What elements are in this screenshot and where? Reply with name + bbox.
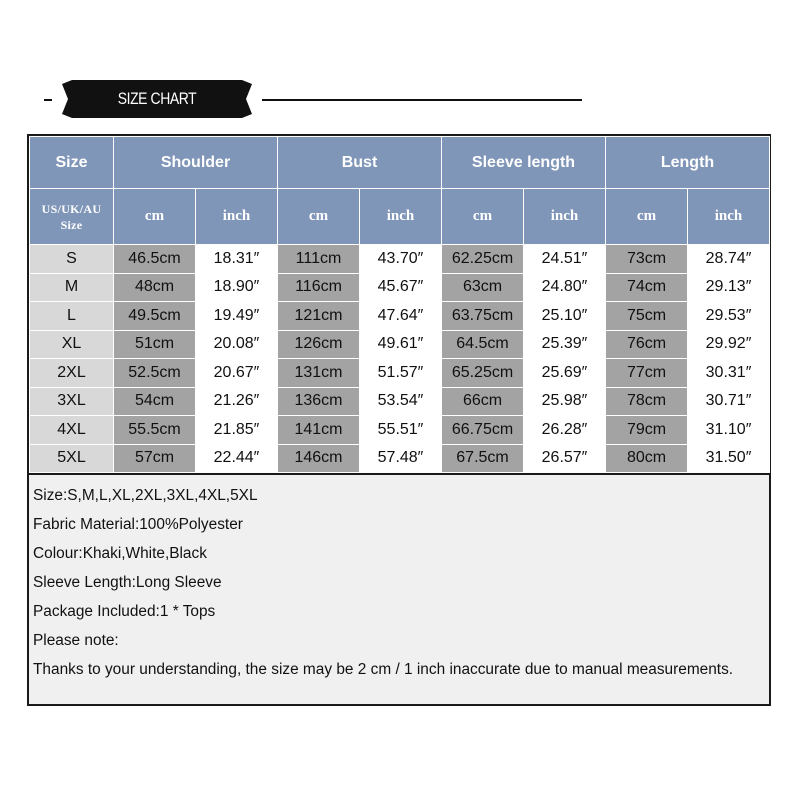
measurement-cell: 121cm bbox=[278, 302, 360, 331]
measurement-cell: 131cm bbox=[278, 359, 360, 388]
table-row bbox=[30, 416, 770, 445]
note-line: Thanks to your understanding, the size may be 2 cm / 1 inch inaccurate due to manual measurements. bbox=[33, 661, 734, 678]
measurement-cell: 30.31″ bbox=[688, 359, 770, 388]
size-label-cell: S bbox=[30, 245, 114, 274]
measurement-cell: 19.49″ bbox=[196, 302, 278, 331]
unit-cell: inch bbox=[688, 189, 770, 245]
unit-cell: inch bbox=[196, 189, 278, 245]
size-label-cell: XL bbox=[30, 330, 114, 359]
header-sleeve-length: Sleeve length bbox=[442, 137, 606, 189]
subheader-region: US/UK/AU bbox=[41, 201, 102, 216]
title-area bbox=[0, 0, 800, 130]
measurement-cell: 136cm bbox=[278, 387, 360, 416]
title-banner bbox=[62, 80, 252, 118]
measurement-cell: 51.57″ bbox=[360, 359, 442, 388]
measurement-cell: 29.13″ bbox=[688, 273, 770, 302]
unit-cell: cm bbox=[442, 189, 524, 245]
measurement-cell: 24.80″ bbox=[524, 273, 606, 302]
measurement-cell: 63.75cm bbox=[442, 302, 524, 331]
measurement-cell: 47.64″ bbox=[360, 302, 442, 331]
measurement-cell: 26.28″ bbox=[524, 416, 606, 445]
unit-cell: inch bbox=[524, 189, 606, 245]
size-label-cell: 2XL bbox=[30, 359, 114, 388]
table-row bbox=[30, 359, 770, 388]
unit-cell: cm bbox=[278, 189, 360, 245]
measurement-cell: 30.71″ bbox=[688, 387, 770, 416]
measurement-cell: 116cm bbox=[278, 273, 360, 302]
header-length: Length bbox=[606, 137, 770, 189]
table-row bbox=[30, 273, 770, 302]
table-row bbox=[30, 302, 770, 331]
size-label-cell: M bbox=[30, 273, 114, 302]
product-notes bbox=[29, 473, 769, 704]
note-line: Sleeve Length:Long Sleeve bbox=[33, 574, 222, 591]
measurement-cell: 66.75cm bbox=[442, 416, 524, 445]
measurement-cell: 18.90″ bbox=[196, 273, 278, 302]
page-title: SIZE CHART bbox=[117, 89, 197, 108]
note-line: Fabric Material:100%Polyester bbox=[33, 516, 243, 533]
measurement-cell: 73cm bbox=[606, 245, 688, 274]
subheader-size: Size bbox=[60, 217, 83, 232]
measurement-cell: 20.67″ bbox=[196, 359, 278, 388]
note-line: Package Included:1 * Tops bbox=[33, 603, 216, 620]
title-dash bbox=[44, 99, 52, 101]
measurement-cell: 28.74″ bbox=[688, 245, 770, 274]
size-table bbox=[29, 136, 770, 473]
measurement-cell: 22.44″ bbox=[196, 444, 278, 473]
measurement-cell: 65.25cm bbox=[442, 359, 524, 388]
measurement-cell: 49.5cm bbox=[114, 302, 196, 331]
unit-cell: cm bbox=[114, 189, 196, 245]
measurement-cell: 141cm bbox=[278, 416, 360, 445]
measurement-cell: 26.57″ bbox=[524, 444, 606, 473]
measurement-cell: 52.5cm bbox=[114, 359, 196, 388]
measurement-cell: 54cm bbox=[114, 387, 196, 416]
header-row bbox=[30, 137, 770, 189]
measurement-cell: 63cm bbox=[442, 273, 524, 302]
measurement-cell: 31.50″ bbox=[688, 444, 770, 473]
header-size: Size bbox=[30, 137, 114, 189]
measurement-cell: 66cm bbox=[442, 387, 524, 416]
table-row bbox=[30, 387, 770, 416]
measurement-cell: 18.31″ bbox=[196, 245, 278, 274]
measurement-cell: 79cm bbox=[606, 416, 688, 445]
note-line: Colour:Khaki,White,Black bbox=[33, 545, 207, 562]
measurement-cell: 64.5cm bbox=[442, 330, 524, 359]
title-rule bbox=[262, 99, 582, 101]
table-body bbox=[30, 245, 770, 473]
measurement-cell: 49.61″ bbox=[360, 330, 442, 359]
measurement-cell: 126cm bbox=[278, 330, 360, 359]
note-line: Please note: bbox=[33, 632, 119, 649]
subheader-size-label bbox=[30, 189, 114, 245]
size-chart bbox=[27, 134, 771, 706]
measurement-cell: 80cm bbox=[606, 444, 688, 473]
size-label-cell: 3XL bbox=[30, 387, 114, 416]
measurement-cell: 31.10″ bbox=[688, 416, 770, 445]
measurement-cell: 29.53″ bbox=[688, 302, 770, 331]
measurement-cell: 57.48″ bbox=[360, 444, 442, 473]
size-label-cell: 4XL bbox=[30, 416, 114, 445]
unit-cell: cm bbox=[606, 189, 688, 245]
measurement-cell: 29.92″ bbox=[688, 330, 770, 359]
header-bust: Bust bbox=[278, 137, 442, 189]
measurement-cell: 53.54″ bbox=[360, 387, 442, 416]
measurement-cell: 25.39″ bbox=[524, 330, 606, 359]
measurement-cell: 51cm bbox=[114, 330, 196, 359]
header-shoulder: Shoulder bbox=[114, 137, 278, 189]
measurement-cell: 20.08″ bbox=[196, 330, 278, 359]
measurement-cell: 25.10″ bbox=[524, 302, 606, 331]
measurement-cell: 77cm bbox=[606, 359, 688, 388]
measurement-cell: 111cm bbox=[278, 245, 360, 274]
measurement-cell: 62.25cm bbox=[442, 245, 524, 274]
measurement-cell: 55.51″ bbox=[360, 416, 442, 445]
measurement-cell: 55.5cm bbox=[114, 416, 196, 445]
measurement-cell: 24.51″ bbox=[524, 245, 606, 274]
note-line: Size:S,M,L,XL,2XL,3XL,4XL,5XL bbox=[33, 487, 258, 504]
subheader-row bbox=[30, 189, 770, 245]
measurement-cell: 67.5cm bbox=[442, 444, 524, 473]
measurement-cell: 57cm bbox=[114, 444, 196, 473]
size-label-cell: L bbox=[30, 302, 114, 331]
measurement-cell: 43.70″ bbox=[360, 245, 442, 274]
unit-cell: inch bbox=[360, 189, 442, 245]
measurement-cell: 21.85″ bbox=[196, 416, 278, 445]
size-label-cell: 5XL bbox=[30, 444, 114, 473]
table-row bbox=[30, 330, 770, 359]
measurement-cell: 75cm bbox=[606, 302, 688, 331]
measurement-cell: 46.5cm bbox=[114, 245, 196, 274]
table-row bbox=[30, 444, 770, 473]
measurement-cell: 74cm bbox=[606, 273, 688, 302]
measurement-cell: 25.98″ bbox=[524, 387, 606, 416]
measurement-cell: 78cm bbox=[606, 387, 688, 416]
measurement-cell: 45.67″ bbox=[360, 273, 442, 302]
measurement-cell: 146cm bbox=[278, 444, 360, 473]
table-row bbox=[30, 245, 770, 274]
measurement-cell: 48cm bbox=[114, 273, 196, 302]
measurement-cell: 76cm bbox=[606, 330, 688, 359]
measurement-cell: 21.26″ bbox=[196, 387, 278, 416]
measurement-cell: 25.69″ bbox=[524, 359, 606, 388]
